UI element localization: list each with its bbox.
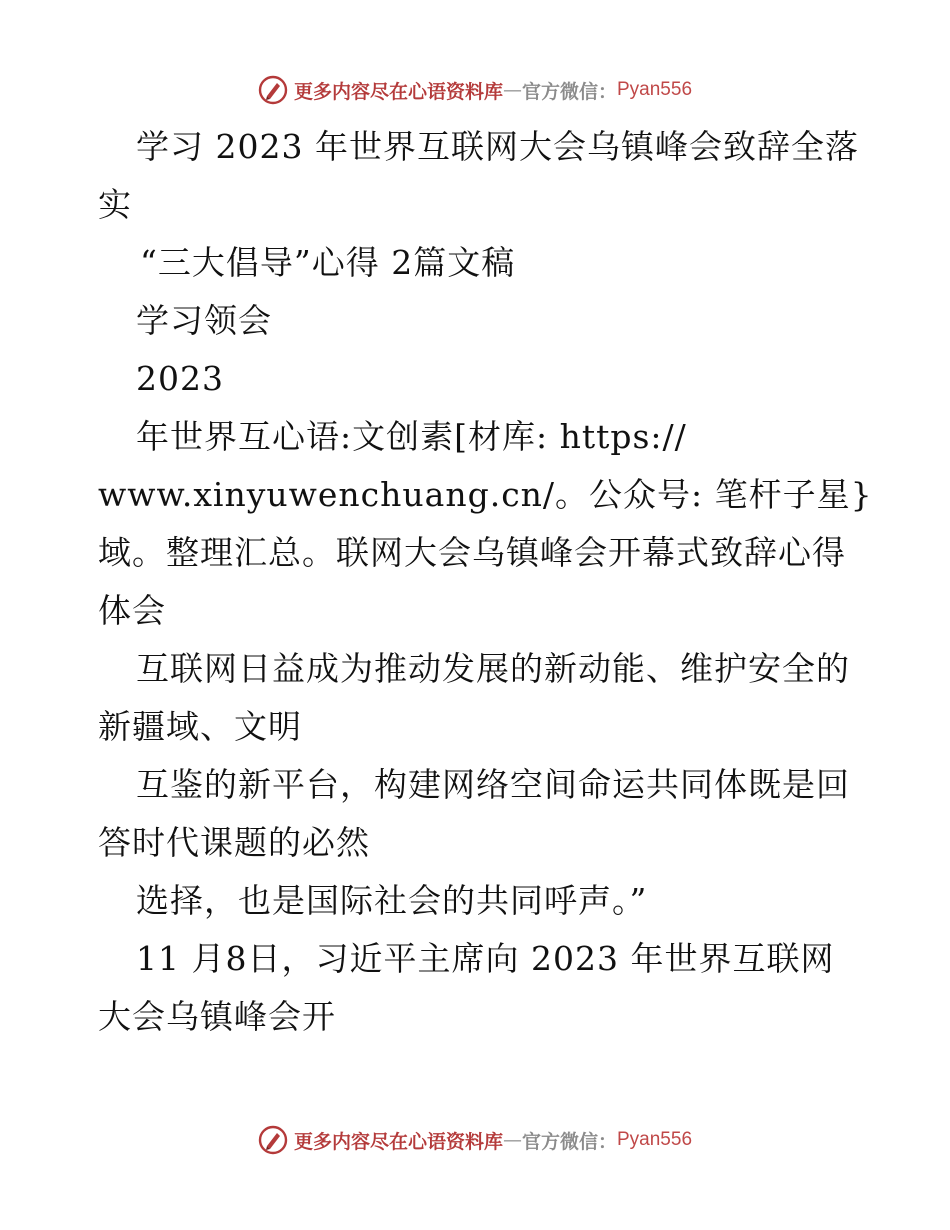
pen-logo-icon xyxy=(258,1125,288,1155)
subtitle-line: “三大倡导”心得 2篇文稿 xyxy=(140,243,516,282)
year-line: 2023 xyxy=(136,359,224,398)
paragraph-line: 域。整理汇总。联网大会乌镇峰会开幕式致辞心得 xyxy=(98,533,846,572)
pen-logo-icon xyxy=(258,75,288,105)
banner-wechat-label: 官方微信： xyxy=(521,80,617,103)
document-body xyxy=(98,118,873,1046)
paragraph-line: 新疆域、文明 xyxy=(98,707,302,746)
banner-separator: — xyxy=(502,1129,522,1151)
header-banner xyxy=(0,70,950,110)
title-line-2: 实 xyxy=(98,185,132,224)
section-label: 学习领会 xyxy=(136,301,272,340)
paragraph-line: 选择，也是国际社会的共同呼声。” xyxy=(136,881,648,920)
banner-main-text: 更多内容尽在心语资料库 xyxy=(293,80,503,103)
paragraph-line: 互鉴的新平台，构建网络空间命运共同体既是回 xyxy=(136,765,850,804)
paragraph-line: 互联网日益成为推动发展的新动能、维护安全的 xyxy=(136,649,850,688)
banner-wechat-id: Pyan556 xyxy=(617,1129,693,1150)
paragraph-line: 体会 xyxy=(98,591,166,630)
paragraph-line: 答时代课题的必然 xyxy=(98,823,370,862)
banner-wechat-label: 官方微信： xyxy=(521,1130,617,1153)
banner-main-text: 更多内容尽在心语资料库 xyxy=(293,1130,503,1153)
paragraph-line: 年世界互心语:文创素[材库: https:// xyxy=(136,417,687,456)
paragraph-line: www.xinyuwenchuang.cn/。公众号: 笔杆子星} xyxy=(98,475,873,514)
paragraph-line: 大会乌镇峰会开 xyxy=(98,997,336,1036)
banner-wechat-id: Pyan556 xyxy=(617,79,693,100)
title-line-1: 学习 2023 年世界互联网大会乌镇峰会致辞全落 xyxy=(136,127,859,166)
banner-separator: — xyxy=(502,79,522,101)
footer-banner xyxy=(0,1120,950,1160)
paragraph-line: 11 月8日，习近平主席向 2023 年世界互联网 xyxy=(136,939,835,978)
